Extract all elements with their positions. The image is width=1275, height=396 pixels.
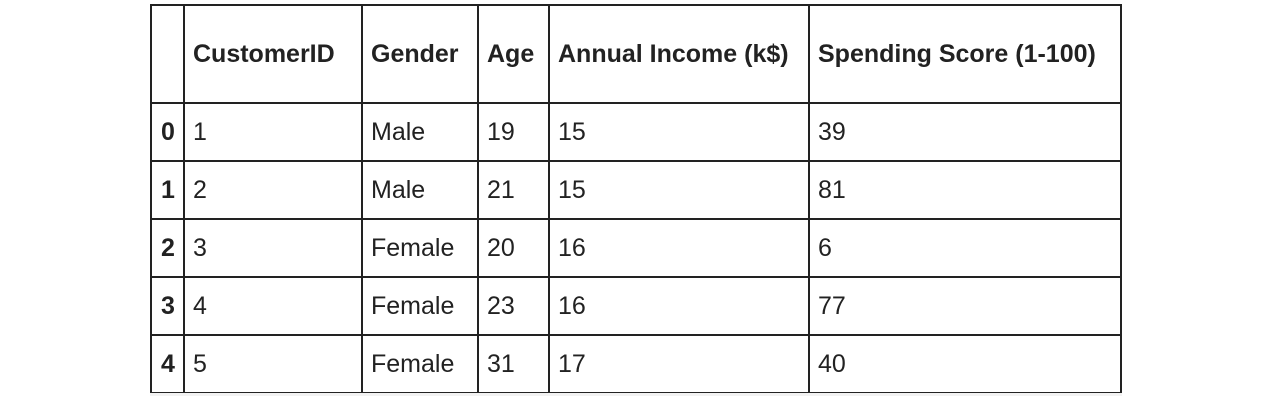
cell-age: 20 bbox=[478, 219, 549, 277]
cell-customerid: 2 bbox=[184, 161, 362, 219]
table-row bbox=[151, 335, 1121, 393]
column-header-customerid: CustomerID bbox=[184, 5, 362, 103]
cell-age: 23 bbox=[478, 277, 549, 335]
cell-gender: Female bbox=[362, 335, 478, 393]
cell-spending-score: 77 bbox=[809, 277, 1121, 335]
cell-annual-income: 16 bbox=[549, 219, 809, 277]
dataframe-table-container bbox=[150, 4, 1122, 394]
row-index: 4 bbox=[151, 335, 184, 393]
cell-age: 19 bbox=[478, 103, 549, 161]
cell-annual-income: 15 bbox=[549, 161, 809, 219]
column-header-annual-income: Annual Income (k$) bbox=[549, 5, 809, 103]
dataframe-table bbox=[150, 4, 1122, 394]
cell-spending-score: 81 bbox=[809, 161, 1121, 219]
row-index: 2 bbox=[151, 219, 184, 277]
cell-gender: Female bbox=[362, 219, 478, 277]
cell-annual-income: 17 bbox=[549, 335, 809, 393]
cell-spending-score: 6 bbox=[809, 219, 1121, 277]
column-header-gender: Gender bbox=[362, 5, 478, 103]
cell-spending-score: 39 bbox=[809, 103, 1121, 161]
row-index: 1 bbox=[151, 161, 184, 219]
column-header-age: Age bbox=[478, 5, 549, 103]
table-body bbox=[151, 103, 1121, 393]
cell-customerid: 4 bbox=[184, 277, 362, 335]
column-header-spending-score: Spending Score (1-100) bbox=[809, 5, 1121, 103]
cell-spending-score: 40 bbox=[809, 335, 1121, 393]
table-row bbox=[151, 219, 1121, 277]
cell-gender: Male bbox=[362, 161, 478, 219]
row-index: 3 bbox=[151, 277, 184, 335]
cell-customerid: 3 bbox=[184, 219, 362, 277]
table-row bbox=[151, 277, 1121, 335]
cell-age: 31 bbox=[478, 335, 549, 393]
table-header bbox=[151, 5, 1121, 103]
index-header-cell bbox=[151, 5, 184, 103]
row-index: 0 bbox=[151, 103, 184, 161]
cell-customerid: 1 bbox=[184, 103, 362, 161]
cell-gender: Female bbox=[362, 277, 478, 335]
header-row bbox=[151, 5, 1121, 103]
cell-annual-income: 15 bbox=[549, 103, 809, 161]
cell-gender: Male bbox=[362, 103, 478, 161]
table-row bbox=[151, 103, 1121, 161]
table-row bbox=[151, 161, 1121, 219]
cell-age: 21 bbox=[478, 161, 549, 219]
cell-annual-income: 16 bbox=[549, 277, 809, 335]
cell-customerid: 5 bbox=[184, 335, 362, 393]
